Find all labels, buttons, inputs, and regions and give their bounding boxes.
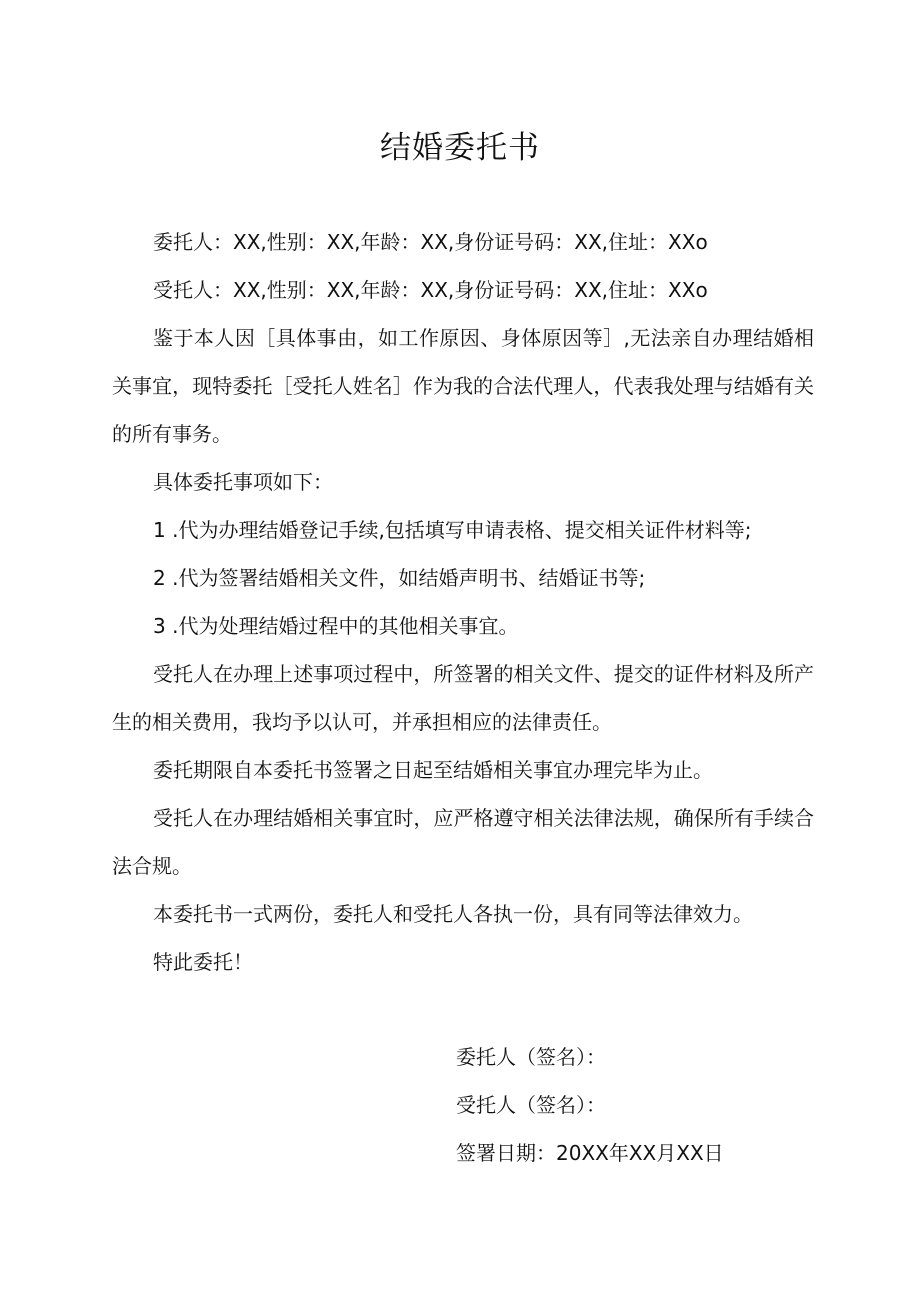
term-paragraph: 委托期限自本委托书签署之日起至结婚相关事宜办理完毕为止。 [153, 758, 713, 782]
agent-signature-field: 受托人（签名）： [456, 1093, 606, 1117]
document-body [112, 218, 814, 986]
agent-info: 受托人：XX,性别：XX,年龄：XX,身份证号码：XX,住址：XXo [153, 278, 708, 302]
document-title: 结婚委托书 [380, 130, 540, 166]
closing-line: 特此委托！ [153, 950, 253, 974]
principal-info: 委托人：XX,性别：XX,年龄：XX,身份证号码：XX,住址：XXo [153, 230, 708, 254]
signing-date: 签署日期：20XX年XX月XX日 [456, 1141, 724, 1165]
items-heading: 具体委托事项如下： [153, 470, 333, 494]
copies-paragraph: 本委托书一式两份，委托人和受托人各执一份，具有同等法律效力。 [153, 902, 753, 926]
list-item: 2 .代为签署结婚相关文件，如结婚声明书、结婚证书等; [153, 566, 646, 590]
acknowledgement-paragraph: 受托人在办理上述事项过程中，所签署的相关文件、提交的证件材料及所产生的相关费用，我均予以认可，并承担相应的法律责任。 [112, 662, 814, 734]
signature-block [456, 1033, 856, 1177]
compliance-paragraph: 受托人在办理结婚相关事宜时，应严格遵守相关法律法规，确保所有手续合法合规。 [112, 806, 814, 878]
intro-paragraph: 鉴于本人因［具体事由，如工作原因、身体原因等］,无法亲自办理结婚相关事宜，现特委托［受托人姓名］作为我的合法代理人，代表我处理与结婚有关的所有事务。 [112, 326, 814, 446]
list-item: 1 .代为办理结婚登记手续,包括填写申请表格、提交相关证件材料等; [153, 518, 752, 542]
list-item: 3 .代为处理结婚过程中的其他相关事宜。 [153, 614, 519, 638]
principal-signature-field: 委托人（签名）： [456, 1045, 606, 1069]
